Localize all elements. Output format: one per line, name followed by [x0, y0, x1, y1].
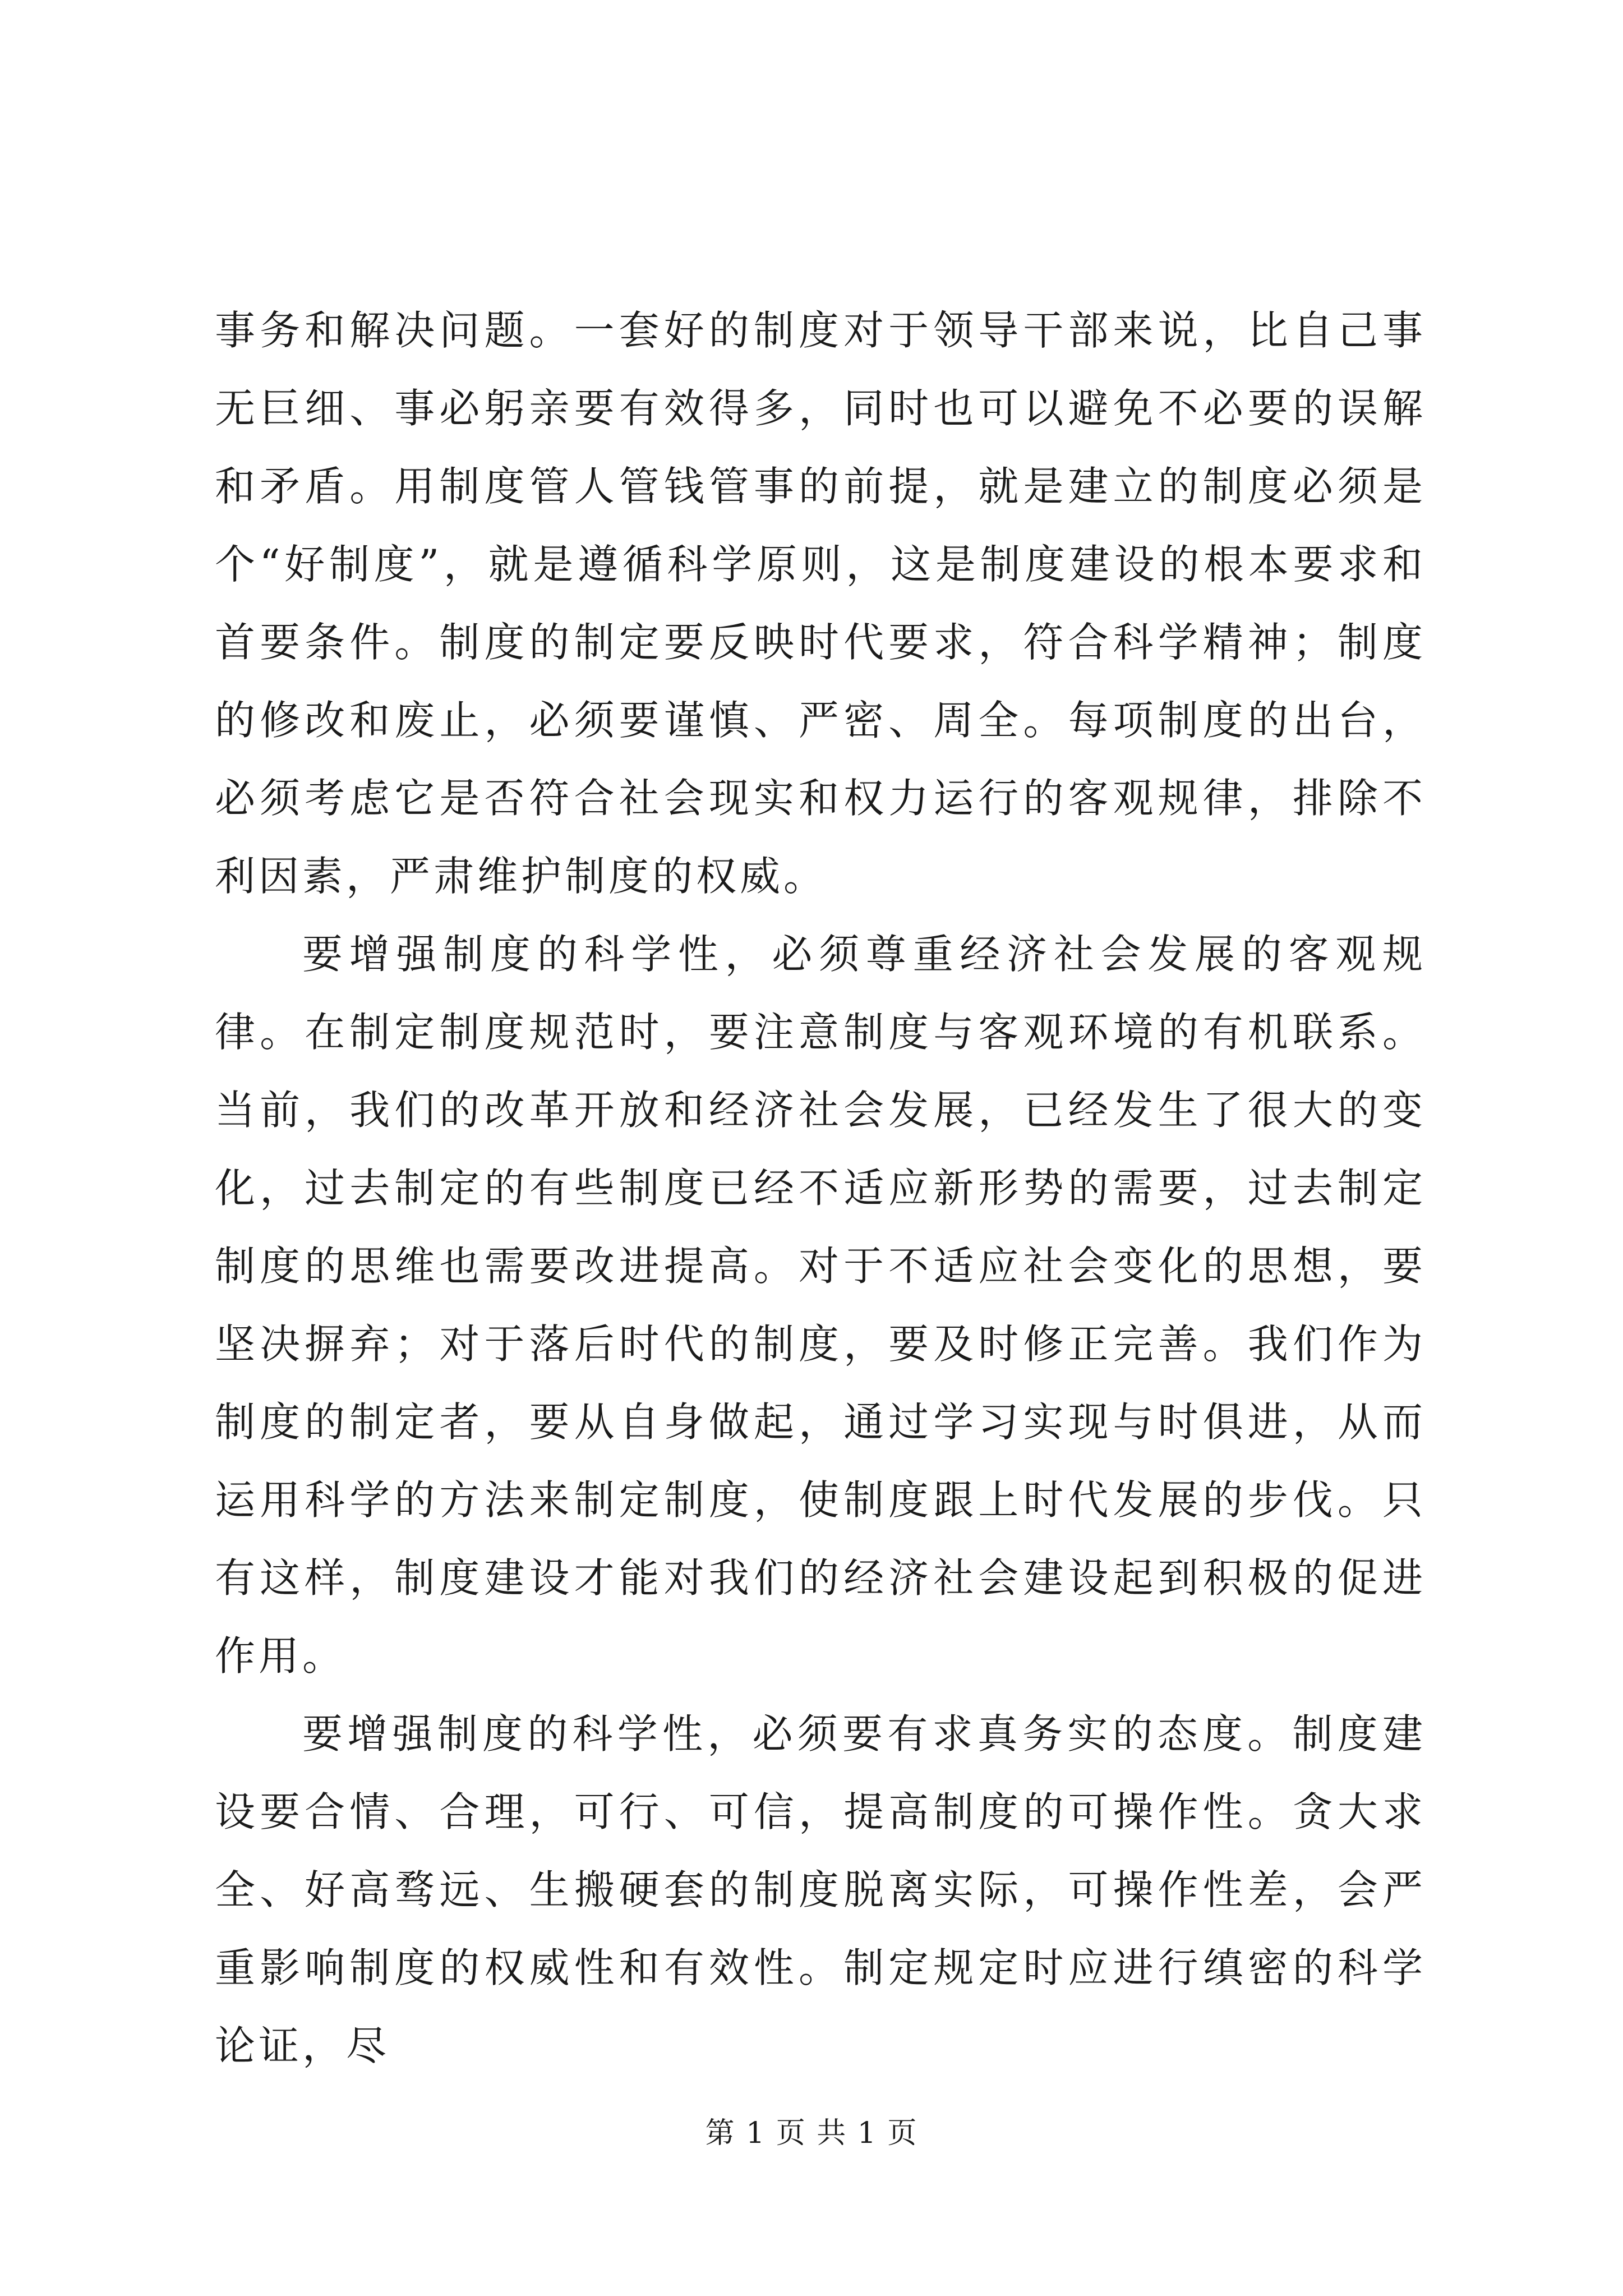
- page-footer: 第 1 页 共 1 页: [705, 2116, 918, 2150]
- paragraph-1: 事务和解决问题。一套好的制度对于领导干部来说，比自己事无巨细、事必躬亲要有效得多，同时也可以避免不必要的误解和矛盾。用制度管人管钱管事的前提，就是建立的制度必须是个“好制度”，就是遵循科学原则，这是制度建设的根本要求和首要条件。制度的制定要反映时代要求，符合科学精神；制度的修改和废止，必须要谨慎、严密、周全。每项制度的出台，必须考虑它是否符合社会现实和权力运行的客观规律，排除不利因素，严肃维护制度的权威。: [215, 307, 1426, 900]
- document-body: [215, 292, 1426, 2085]
- paragraph-3: 要增强制度的科学性，必须要有求真务实的态度。制度建设要合情、合理，可行、可信，提高制度的可操作性。贪大求全、好高骛远、生搬硬套的制度脱离实际，可操作性差，会严重影响制度的权威性和有效性。制定规定时应进行缜密的科学论证，尽: [215, 1710, 1426, 2069]
- paragraph-2: 要增强制度的科学性，必须尊重经济社会发展的客观规律。在制定制度规范时，要注意制度与客观环境的有机联系。当前，我们的改革开放和经济社会发展，已经发生了很大的变化，过去制定的有些制度已经不适应新形势的需要，过去制定制度的思维也需要改进提高。对于不适应社会变化的思想，要坚决摒弃；对于落后时代的制度，要及时修正完善。我们作为制度的制定者，要从自身做起，通过学习实现与时俱进，从而运用科学的方法来制定制度，使制度跟上时代发展的步伐。只有这样，制度建设才能对我们的经济社会建设起到积极的促进作用。: [215, 931, 1426, 1680]
